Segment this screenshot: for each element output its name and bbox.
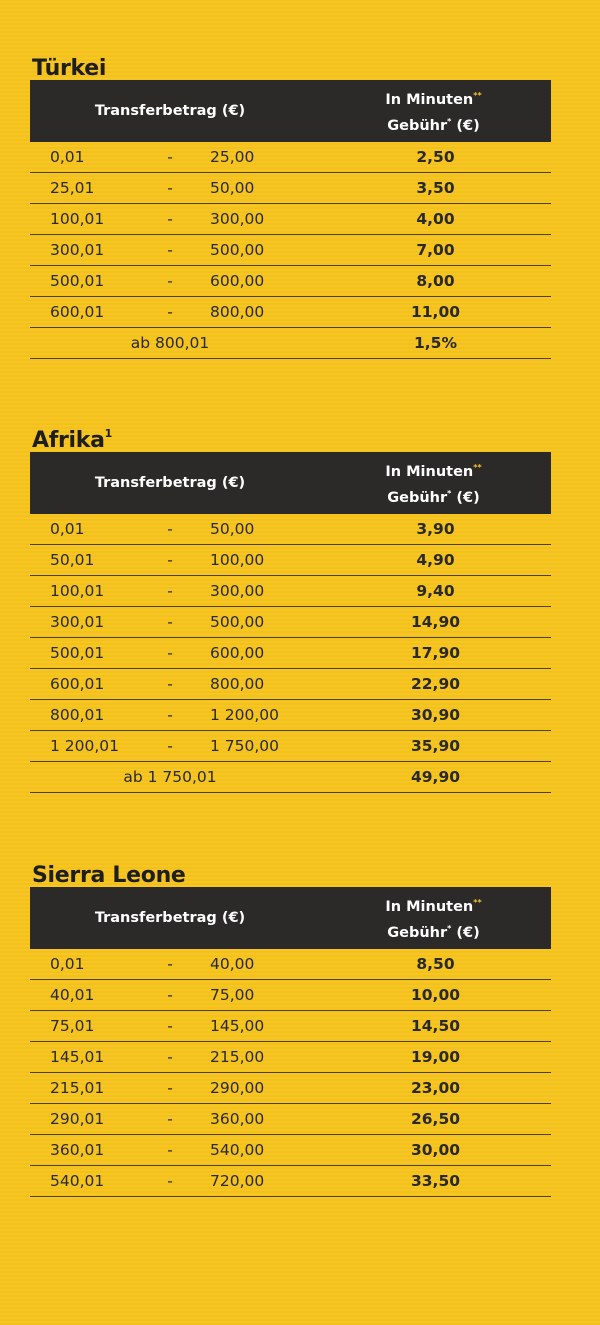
- amount-to: 600,00: [210, 644, 265, 662]
- amount-to: 215,00: [210, 1048, 265, 1066]
- fee-value: 23,00: [410, 1079, 461, 1097]
- amount-from: 290,01: [50, 1110, 105, 1128]
- range-dash: -: [167, 241, 173, 259]
- table-row: [30, 980, 551, 1011]
- range-dash: -: [167, 737, 173, 755]
- table-row-last: [30, 762, 551, 793]
- section-sierra-leone: [30, 851, 551, 1197]
- fee-value: 9,40: [416, 582, 455, 600]
- fee-value: 30,00: [410, 1141, 461, 1159]
- fee-value: 8,50: [416, 955, 455, 973]
- amount-to: 75,00: [210, 986, 255, 1004]
- amount-from: 600,01: [50, 303, 105, 321]
- table-header: [30, 887, 551, 949]
- section-title: Türkei: [32, 56, 107, 81]
- table-row: [30, 607, 551, 638]
- range-dash: -: [167, 520, 173, 538]
- table-body: [30, 949, 551, 1197]
- table-row: [30, 700, 551, 731]
- range-dash: -: [167, 675, 173, 693]
- amount-to: 500,00: [210, 241, 265, 259]
- table-body: [30, 514, 551, 793]
- table-row: [30, 1135, 551, 1166]
- amount-to: 540,00: [210, 1141, 265, 1159]
- fee-value: 2,50: [416, 148, 455, 166]
- amount-from: 40,01: [50, 986, 95, 1004]
- fee-value: 33,50: [410, 1172, 461, 1190]
- amount-from: 50,01: [50, 551, 95, 569]
- section-title: Afrika$^1$: [32, 427, 113, 453]
- amount-to: 290,00: [210, 1079, 265, 1097]
- amount-to: 500,00: [210, 613, 265, 631]
- fee-value: 22,90: [410, 675, 461, 693]
- fee-value: 1,5%: [414, 334, 457, 352]
- range-dash: -: [167, 706, 173, 724]
- range-dash: -: [167, 551, 173, 569]
- amount-from: 145,01: [50, 1048, 105, 1066]
- range-dash: -: [167, 1172, 173, 1190]
- table-row: [30, 297, 551, 328]
- range-dash: -: [167, 1048, 173, 1066]
- amount-from: 100,01: [50, 210, 105, 228]
- table-row: [30, 142, 551, 173]
- amount-to: 800,00: [210, 303, 265, 321]
- section-tuerkei: [30, 44, 551, 359]
- range-dash: -: [167, 1141, 173, 1159]
- table-row: [30, 235, 551, 266]
- amount-from: 540,01: [50, 1172, 105, 1190]
- range-dash: -: [167, 179, 173, 197]
- amount-from: 75,01: [50, 1017, 95, 1035]
- fee-value: 8,00: [416, 272, 455, 290]
- range-dash: -: [167, 148, 173, 166]
- table-row: [30, 576, 551, 607]
- fee-value: 7,00: [416, 241, 455, 259]
- fee-value: 14,50: [410, 1017, 461, 1035]
- table-row: [30, 1166, 551, 1197]
- amount-to: 600,00: [210, 272, 265, 290]
- amount-to: 25,00: [210, 148, 255, 166]
- amount-to: 40,00: [210, 955, 255, 973]
- amount-from: 215,01: [50, 1079, 105, 1097]
- amount-to: 145,00: [210, 1017, 265, 1035]
- range-dash: -: [167, 1017, 173, 1035]
- range-dash: -: [167, 210, 173, 228]
- range-dash: -: [167, 1110, 173, 1128]
- range-dash: -: [167, 272, 173, 290]
- table-row: [30, 204, 551, 235]
- amount-from: 25,01: [50, 179, 95, 197]
- range-dash: -: [167, 1079, 173, 1097]
- table-row: [30, 669, 551, 700]
- table-row-last: [30, 328, 551, 359]
- table-row: [30, 1042, 551, 1073]
- amount-from: 600,01: [50, 675, 105, 693]
- header-transferbetrag: Transferbetrag (€): [94, 103, 246, 119]
- range-dash: -: [167, 986, 173, 1004]
- amount-to: 50,00: [210, 179, 255, 197]
- amount-from: 0,01: [50, 520, 85, 538]
- fee-value: 26,50: [410, 1110, 461, 1128]
- table-row: [30, 514, 551, 545]
- fee-value: 30,90: [410, 706, 461, 724]
- fee-value: 14,90: [410, 613, 461, 631]
- table-row: [30, 1073, 551, 1104]
- fee-value: 11,00: [410, 303, 461, 321]
- amount-to: 300,00: [210, 210, 265, 228]
- amount-from: 1 200,01: [50, 737, 120, 755]
- header-transferbetrag: Transferbetrag (€): [94, 910, 246, 926]
- amount-from: 0,01: [50, 148, 85, 166]
- fee-value: 3,90: [416, 520, 455, 538]
- table-row: [30, 638, 551, 669]
- amount-to: 1 200,00: [210, 706, 280, 724]
- table-row: [30, 266, 551, 297]
- fee-value: 35,90: [410, 737, 461, 755]
- header-transferbetrag: Transferbetrag (€): [94, 475, 246, 491]
- fee-value: 49,90: [410, 768, 461, 786]
- fee-value: 10,00: [410, 986, 461, 1004]
- amount-to: 1 750,00: [210, 737, 280, 755]
- amount-from: 0,01: [50, 955, 85, 973]
- amount-to: 360,00: [210, 1110, 265, 1128]
- range-dash: -: [167, 613, 173, 631]
- table-row: [30, 545, 551, 576]
- header-fee: In Minuten** Gebühr* (€): [385, 463, 482, 506]
- table-row: [30, 1011, 551, 1042]
- range-dash: -: [167, 303, 173, 321]
- amount-from: 500,01: [50, 644, 105, 662]
- range-dash: -: [167, 955, 173, 973]
- amount-to: 50,00: [210, 520, 255, 538]
- fee-value: 4,90: [416, 551, 455, 569]
- amount-from: 800,01: [50, 706, 105, 724]
- table-body: [30, 142, 551, 359]
- fee-value: 17,90: [410, 644, 461, 662]
- fee-value: 3,50: [416, 179, 455, 197]
- section-afrika: [30, 416, 551, 793]
- section-title: Sierra Leone: [32, 863, 186, 888]
- amount-above: ab 1 750,01: [123, 768, 217, 786]
- amount-to: 720,00: [210, 1172, 265, 1190]
- range-dash: -: [167, 582, 173, 600]
- amount-above: ab 800,01: [130, 334, 210, 352]
- table-row: [30, 731, 551, 762]
- table-row: [30, 173, 551, 204]
- amount-to: 300,00: [210, 582, 265, 600]
- fee-value: 4,00: [416, 210, 455, 228]
- amount-from: 500,01: [50, 272, 105, 290]
- table-row: [30, 949, 551, 980]
- amount-from: 300,01: [50, 613, 105, 631]
- amount-from: 300,01: [50, 241, 105, 259]
- header-fee: In Minuten** Gebühr* (€): [385, 91, 482, 134]
- header-fee: In Minuten** Gebühr* (€): [385, 898, 482, 941]
- amount-to: 800,00: [210, 675, 265, 693]
- amount-from: 100,01: [50, 582, 105, 600]
- range-dash: -: [167, 644, 173, 662]
- amount-from: 360,01: [50, 1141, 105, 1159]
- table-header: [30, 452, 551, 514]
- table-row: [30, 1104, 551, 1135]
- amount-to: 100,00: [210, 551, 265, 569]
- table-header: [30, 80, 551, 142]
- fee-value: 19,00: [410, 1048, 461, 1066]
